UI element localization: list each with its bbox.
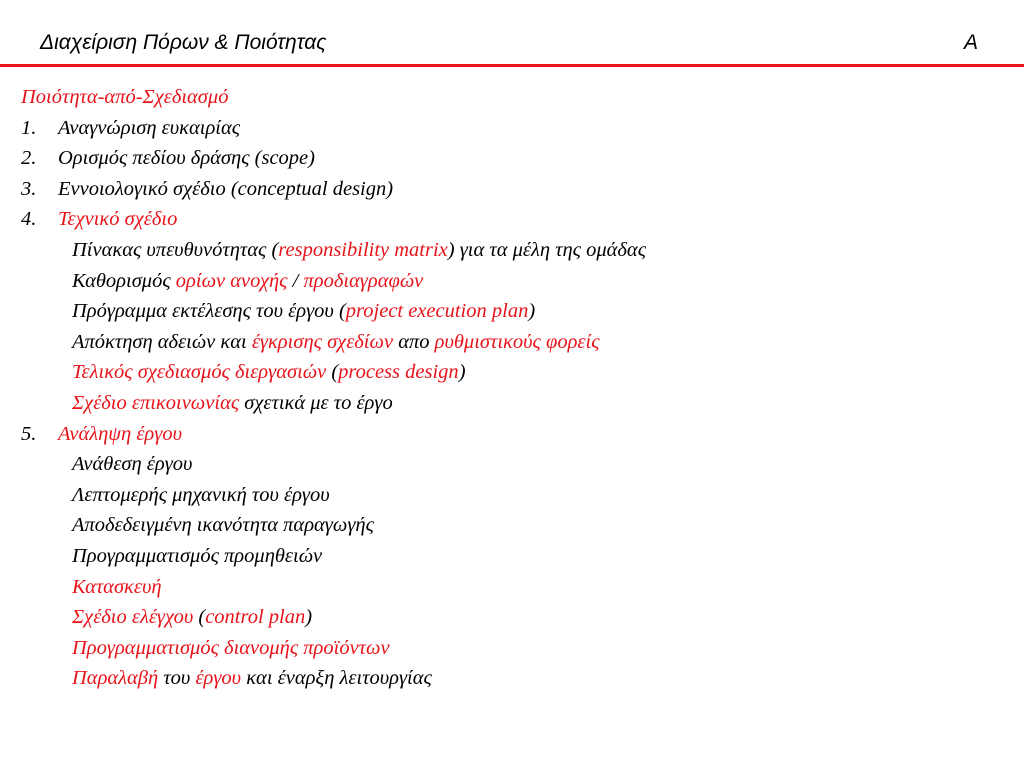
sub-item-highlight: έργου xyxy=(195,667,242,690)
sub-item-procurement xyxy=(21,541,646,572)
sub-item-communication-plan xyxy=(21,388,646,419)
sub-item-execution-plan xyxy=(21,296,646,327)
list-number: 5. xyxy=(21,422,37,445)
sub-item-text: ( xyxy=(326,361,339,384)
sub-item-text: Αποδεδειγμένη ικανότητα παραγωγής xyxy=(72,514,374,537)
sub-item-highlight: Παραλαβή xyxy=(72,667,159,690)
list-item-step-5 xyxy=(21,419,646,450)
list-item-step-4 xyxy=(21,204,646,235)
sub-item-highlight: ρυθμιστικούς φορείς xyxy=(434,330,600,353)
list-item-text: Ανάληψη έργου xyxy=(58,422,182,445)
sub-item-text: ) για τα μέλη της ομάδας xyxy=(447,238,647,261)
list-item-step-2 xyxy=(21,143,646,174)
sub-item-production-capability xyxy=(21,510,646,541)
slide-body xyxy=(21,82,646,694)
list-number: 4. xyxy=(21,208,37,231)
sub-item-text: και έναρξη λειτουργίας xyxy=(241,667,432,690)
list-item-step-1 xyxy=(21,113,646,144)
list-item-text: Τεχνικό σχέδιο xyxy=(58,208,178,231)
list-number: 3. xyxy=(21,177,37,200)
sub-item-text: Καθορισμός xyxy=(72,269,176,292)
sub-item-highlight: προδιαγραφών xyxy=(303,269,424,292)
sub-item-text: ) xyxy=(305,606,313,629)
sub-item-handover xyxy=(21,663,646,694)
list-number: 2. xyxy=(21,147,37,170)
slide-header-title: Διαχείριση Πόρων & Ποιότητας xyxy=(40,31,327,54)
sub-item-text: ) xyxy=(458,361,466,384)
sub-item-highlight: project execution plan xyxy=(345,300,529,323)
sub-item-highlight: έγκρισης σχεδίων xyxy=(251,330,394,353)
sub-item-text: Απόκτηση αδειών και xyxy=(72,330,252,353)
sub-item-assignment xyxy=(21,449,646,480)
sub-item-text: σχετικά με το έργο xyxy=(239,391,393,414)
list-item-text: Εννοιολογικό σχέδιο (conceptual design) xyxy=(58,177,394,200)
list-item-text: Αναγνώριση ευκαιρίας xyxy=(58,116,241,139)
sub-item-text: του xyxy=(158,667,196,690)
list-number: 1. xyxy=(21,116,37,139)
sub-item-text: Πίνακας υπευθυνότητας ( xyxy=(72,238,279,261)
sub-item-detailed-engineering xyxy=(21,480,646,511)
list-item-step-3 xyxy=(21,174,646,205)
sub-item-permits xyxy=(21,327,646,358)
sub-item-text: Ανάθεση έργου xyxy=(72,453,193,476)
sub-item-highlight: ορίων ανοχής xyxy=(175,269,288,292)
sub-item-text: ( xyxy=(193,606,206,629)
sub-item-construction xyxy=(21,572,646,603)
sub-item-text: Προγραμματισμός προμηθειών xyxy=(72,544,323,567)
sub-item-text: / xyxy=(287,269,304,292)
sub-item-highlight: Σχέδιο επικοινωνίας xyxy=(72,391,240,414)
sub-item-highlight: Κατασκευή xyxy=(72,575,162,598)
header-divider xyxy=(0,64,1024,67)
sub-item-highlight: responsibility matrix xyxy=(278,238,448,261)
sub-item-tolerances xyxy=(21,266,646,297)
sub-item-highlight: Προγραμματισμός διανομής προϊόντων xyxy=(72,636,390,659)
list-item-text: Ορισμός πεδίου δράσης (scope) xyxy=(58,147,315,170)
sub-item-responsibility-matrix xyxy=(21,235,646,266)
sub-item-distribution xyxy=(21,633,646,664)
section-title: Ποιότητα-από-Σχεδιασμό xyxy=(21,86,229,108)
sub-item-process-design xyxy=(21,357,646,388)
sub-item-highlight: process design xyxy=(338,361,459,384)
slide-header-code: A xyxy=(963,31,978,54)
sub-item-highlight: Σχέδιο ελέγχου xyxy=(72,606,194,629)
sub-item-text: ) xyxy=(528,300,536,323)
sub-item-highlight: Τελικός σχεδιασμός διεργασιών xyxy=(72,361,327,384)
sub-item-text: Λεπτομερής μηχανική του έργου xyxy=(72,483,330,506)
sub-item-text: απο xyxy=(393,330,435,353)
sub-item-highlight: control plan xyxy=(205,606,306,629)
sub-item-control-plan xyxy=(21,602,646,633)
sub-item-text: Πρόγραμμα εκτέλεσης του έργου ( xyxy=(72,300,346,323)
